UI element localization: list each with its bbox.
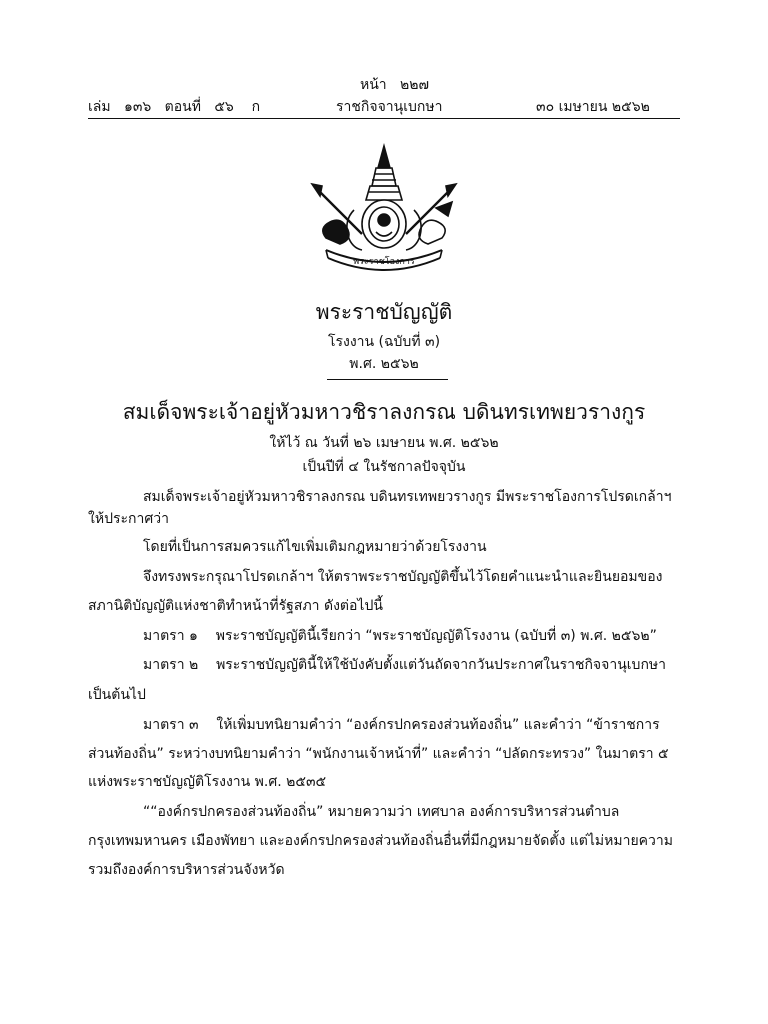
- king-name: สมเด็จพระเจ้าอยู่หัวมหาวชิราลงกรณ บดินทรเทพยวรางกูร: [122, 400, 646, 424]
- volume-label: เล่ม: [88, 99, 111, 115]
- section-2-label: มาตรา ๒: [143, 657, 199, 673]
- section-3-line-2: ส่วนท้องถิ่น” ระหว่างบทนิยามคำว่า “พนักงานเจ้าหน้าที่” และคำว่า “ปลัดกระทรวง” ในมาตรา ๕: [88, 746, 669, 762]
- page-number-line: [360, 74, 429, 96]
- definition-line-2: กรุงเทพมหานคร เมืองพัทยา และองค์กรปกครองส่วนท้องถิ่นอื่นที่มีกฎหมายจัดตั้ง แต่ไม่หมายความ: [88, 833, 673, 849]
- svg-text:พระราชโองการ: พระราชโองการ: [353, 257, 415, 267]
- royal-garuda-emblem-icon: [304, 138, 464, 278]
- issue-number: ๕๖: [214, 99, 234, 115]
- preamble-line-2: ให้ประกาศว่า: [88, 511, 169, 527]
- section-3: [143, 716, 660, 734]
- definition-line-3: รวมถึงองค์การบริหารส่วนจังหวัด: [88, 862, 285, 878]
- section-1-text: พระราชบัญญัตินี้เรียกว่า “พระราชบัญญัติโรงงาน (ฉบับที่ ๓) พ.ศ. ๒๕๖๒”: [215, 628, 657, 644]
- section-3-text: ให้เพิ่มบทนิยามคำว่า “องค์กรปกครองส่วนท้องถิ่น” และคำว่า “ข้าราชการ: [216, 717, 660, 733]
- volume-number: ๑๓๖: [123, 99, 152, 115]
- page-number: ๒๒๗: [400, 77, 430, 93]
- page-label: หน้า: [360, 77, 387, 93]
- act-subtitle: โรงงาน (ฉบับที่ ๓): [327, 334, 441, 350]
- section-2-line-2: เป็นต้นไป: [88, 687, 146, 703]
- definition-line-1: ““องค์กรปกครองส่วนท้องถิ่น” หมายความว่า เทศบาล องค์การบริหารส่วนตำบล: [143, 804, 620, 820]
- preamble-line-1: สมเด็จพระเจ้าอยู่หัวมหาวชิราลงกรณ บดินทรเทพยวรางกูร มีพระราชโองการโปรดเกล้าฯ: [143, 489, 672, 505]
- act-year: พ.ศ. ๒๕๖๒: [349, 356, 419, 372]
- enactment-line-1: จึงทรงพระกรุณาโปรดเกล้าฯ ให้ตราพระราชบัญญัติขึ้นไว้โดยคำแนะนำและยินยอมของ: [143, 569, 663, 585]
- header-rule: [88, 118, 680, 119]
- reign-year: เป็นปีที่ ๔ ในรัชกาลปัจจุบัน: [302, 459, 466, 475]
- gazette-date: ๓๐ เมษายน ๒๕๖๒: [536, 99, 650, 115]
- section-letter: ก: [251, 99, 261, 115]
- publication-name: ราชกิจจานุเบกษา: [336, 99, 443, 115]
- title-rule: [327, 379, 448, 380]
- section-2: [143, 656, 666, 674]
- purpose-paragraph: โดยที่เป็นการสมควรแก้ไขเพิ่มเติมกฎหมายว่าด้วยโรงงาน: [143, 539, 487, 555]
- section-1-label: มาตรา ๑: [143, 628, 198, 644]
- section-1: [143, 627, 657, 645]
- enactment-line-2: สภานิติบัญญัติแห่งชาติทำหน้าที่รัฐสภา ดังต่อไปนี้: [88, 598, 383, 614]
- act-title: พระราชบัญญัติ: [315, 300, 453, 324]
- section-2-text: พระราชบัญญัตินี้ให้ใช้บังคับตั้งแต่วันถัดจากวันประกาศในราชกิจจานุเบกษา: [216, 657, 667, 673]
- volume-issue: [88, 96, 260, 118]
- section-3-label: มาตรา ๓: [143, 717, 199, 733]
- issue-label: ตอนที่: [164, 99, 201, 115]
- given-date: ให้ไว้ ณ วันที่ ๒๖ เมษายน พ.ศ. ๒๕๖๒: [269, 435, 499, 451]
- section-3-line-3: แห่งพระราชบัญญัติโรงงาน พ.ศ. ๒๕๓๕: [88, 774, 327, 790]
